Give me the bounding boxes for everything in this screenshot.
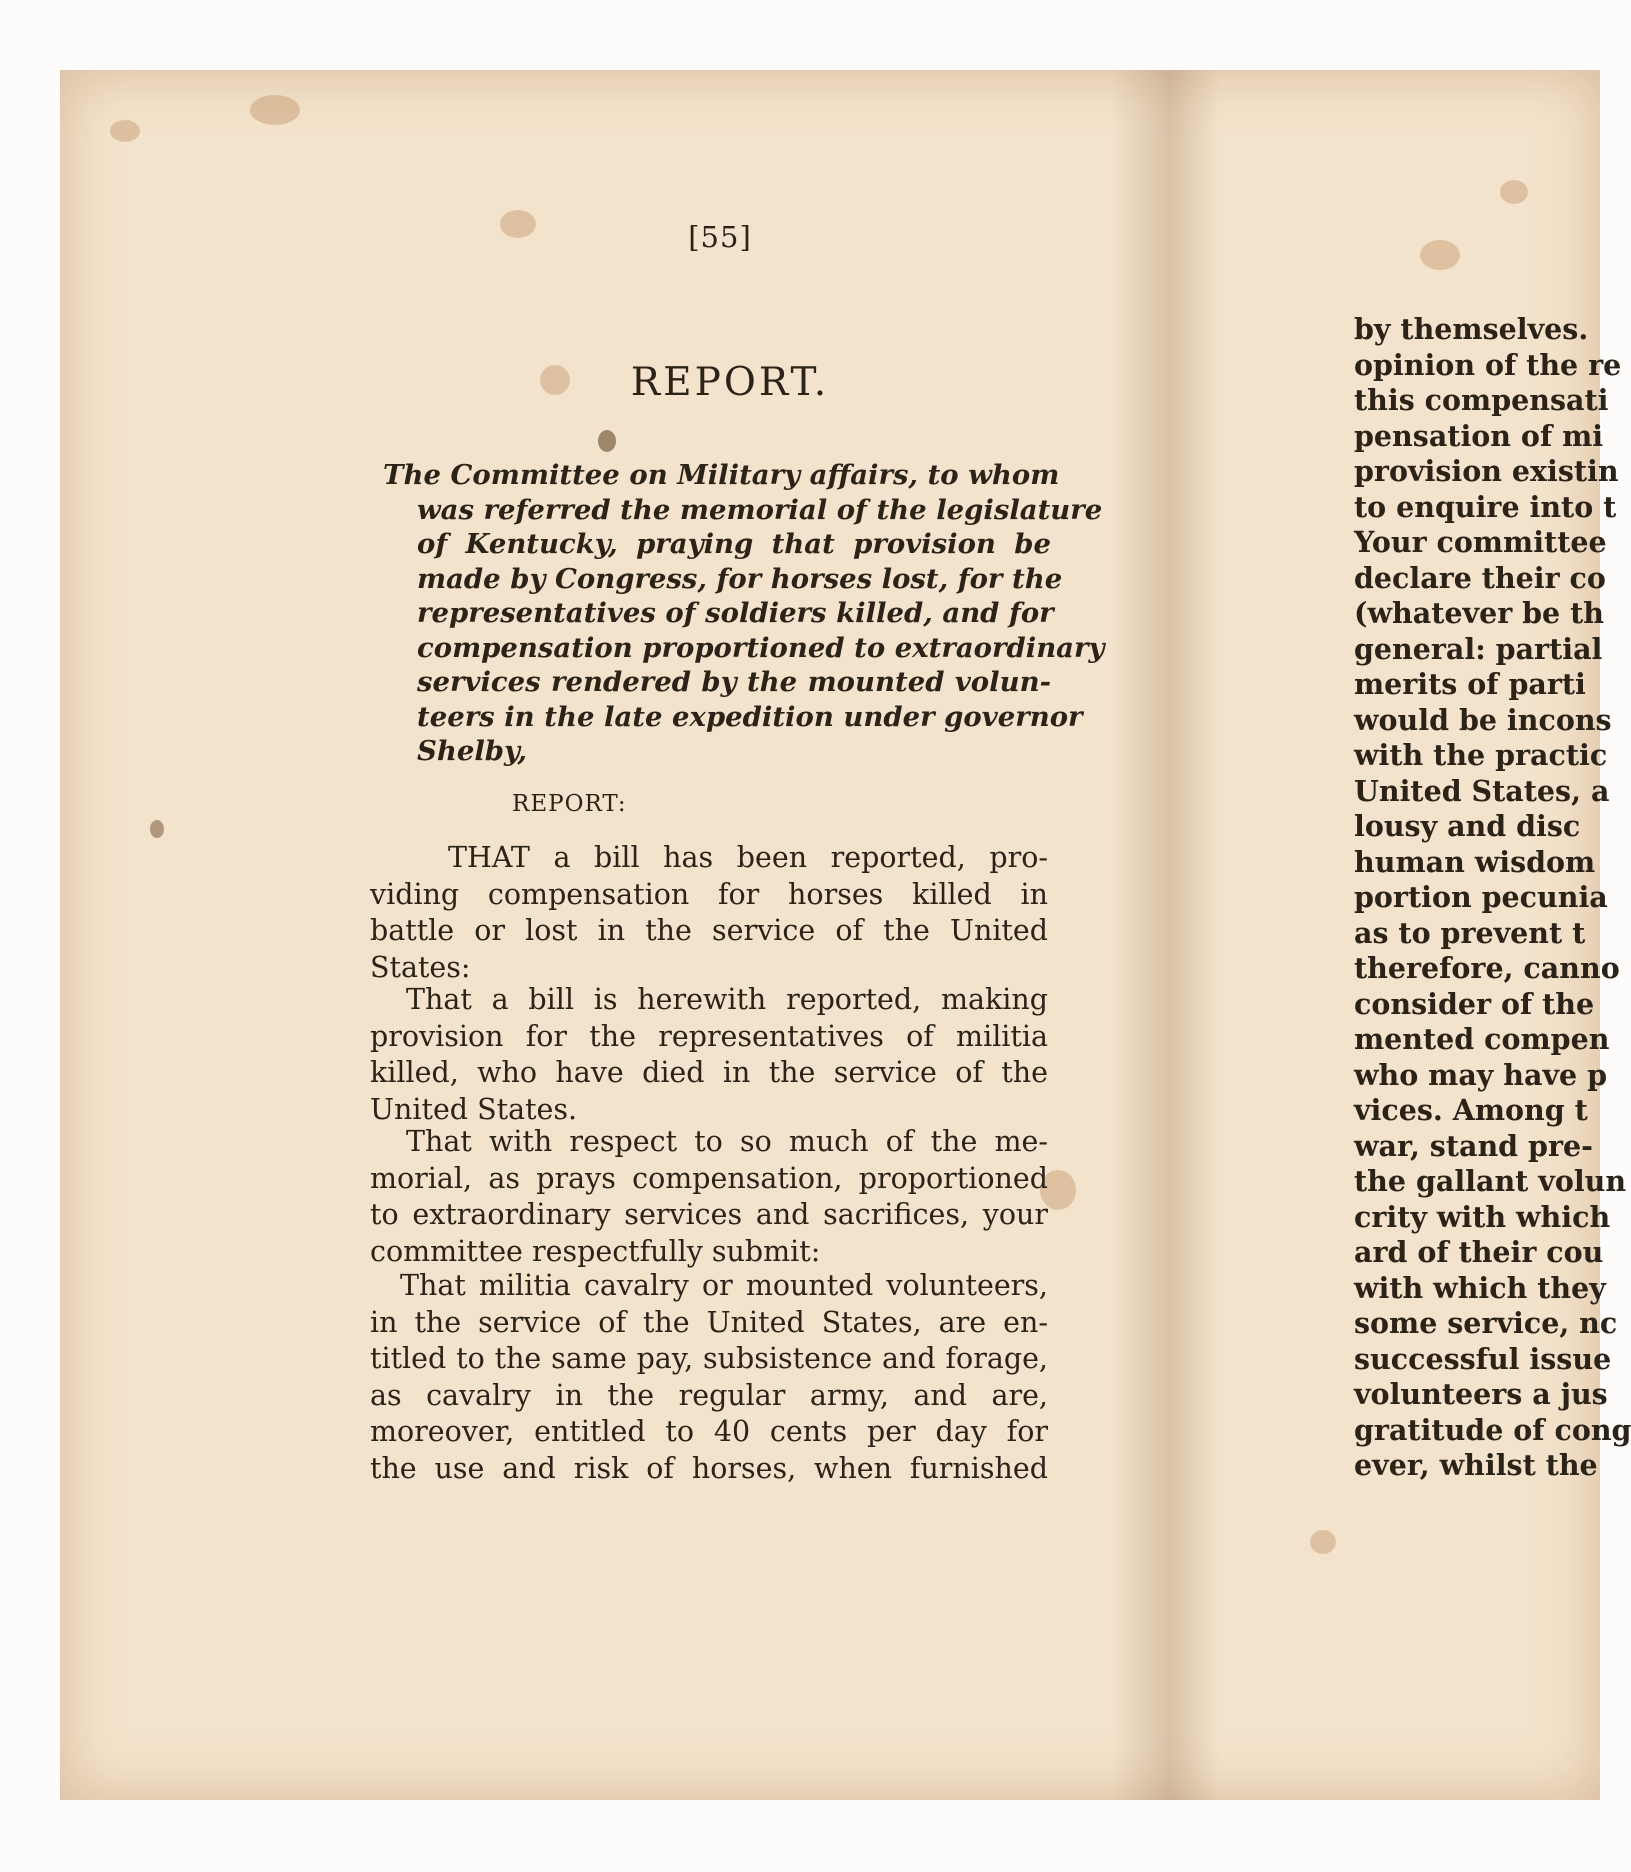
foxing-stain [110, 120, 140, 142]
body-line: moreover, entitled to 40 cents per day for [370, 1415, 1048, 1448]
right-line: who may have p [1354, 1057, 1608, 1092]
body-paragraph [370, 1124, 1048, 1270]
foxing-stain [1500, 180, 1528, 204]
right-line: portion pecunia [1354, 880, 1608, 914]
body-line: That militia cavalry or mounted volunteers, [400, 1269, 1048, 1302]
right-line: general: partial [1354, 631, 1603, 666]
right-line: this compensati [1354, 383, 1609, 417]
intro-line: teers in the late expedition under governor [417, 700, 1083, 733]
right-line: provision existin [1354, 454, 1619, 488]
body-line: provision for the representatives of militia [370, 1019, 1048, 1053]
body-line: the use and risk of horses, when furnished [370, 1451, 1048, 1485]
right-line: therefore, canno [1354, 951, 1620, 985]
right-line: United States, a [1354, 773, 1610, 808]
body-line: viding compensation for horses killed in [370, 877, 1048, 911]
right-line: consider of the [1354, 986, 1595, 1021]
right-line: as to prevent t [1354, 915, 1586, 950]
foxing-stain [1420, 240, 1460, 270]
body-line: THAT a bill has been reported, pro- [448, 841, 1048, 874]
book-gutter [1110, 70, 1220, 1800]
body-line: in the service of the United States, are en- [370, 1305, 1048, 1339]
body-paragraph [370, 982, 1048, 1128]
foxing-stain [150, 820, 164, 838]
right-line: human wisdom [1354, 844, 1596, 879]
body-line: battle or lost in the service of the United [370, 914, 1048, 947]
intro-line: Shelby, [417, 735, 527, 767]
body-paragraph [370, 840, 1048, 986]
right-line: would be incons [1354, 702, 1612, 737]
body-line: States: [370, 950, 471, 984]
body-line: morial, as prays compensation, proportioned [370, 1161, 1048, 1195]
right-line: to enquire into t [1354, 489, 1617, 524]
right-line: with the practic [1354, 738, 1608, 772]
right-line: pensation of mi [1354, 418, 1604, 453]
right-line: vices. Among t [1354, 1093, 1588, 1127]
intro-line: The Committee on Military affairs, to whom [383, 459, 1060, 491]
right-line: ard of their cou [1354, 1235, 1604, 1269]
right-line: the gallant volun [1354, 1164, 1627, 1198]
right-line: opinion of the re [1354, 347, 1622, 382]
intro-line: was referred the memorial of the legislature [417, 493, 1103, 526]
body-line: That with respect to so much of the me- [406, 1125, 1048, 1158]
right-line: mented compen [1354, 1022, 1610, 1056]
right-line: war, stand pre- [1354, 1128, 1593, 1163]
body-line: committee respectfully submit: [370, 1234, 821, 1268]
right-line: by themselves. [1354, 312, 1589, 346]
intro-paragraph [383, 458, 1105, 769]
right-line: gratitude of cong [1354, 1412, 1631, 1447]
report-subheading: REPORT: [512, 791, 627, 817]
right-line: with which they [1354, 1270, 1606, 1305]
body-line: as cavalry in the regular army, and are, [370, 1378, 1048, 1412]
intro-line: of Kentucky, praying that provision be [417, 528, 1051, 560]
foxing-stain [500, 210, 536, 238]
foxing-stain [598, 430, 616, 452]
foxing-stain [250, 95, 300, 125]
right-line: volunteers a jus [1354, 1377, 1608, 1411]
right-line: merits of parti [1354, 667, 1586, 701]
right-line: successful issue [1354, 1341, 1612, 1376]
body-line: titled to the same pay, subsistence and forage, [370, 1342, 1048, 1375]
report-title: REPORT. [630, 360, 830, 405]
body-line: United States. [370, 1092, 578, 1126]
right-line: some service, nc [1354, 1306, 1618, 1340]
right-line: declare their co [1354, 560, 1606, 595]
intro-line: compensation proportioned to extraordinary [417, 631, 1105, 664]
right-line: crity with which [1354, 1199, 1611, 1234]
right-line: lousy and disc [1354, 809, 1581, 843]
body-paragraph [370, 1268, 1048, 1487]
right-line: (whatever be th [1354, 596, 1605, 630]
right-line: Your committee [1354, 525, 1607, 559]
right-page-text [1354, 312, 1631, 1552]
body-line: That a bill is herewith reported, making [406, 983, 1048, 1016]
intro-line: representatives of soldiers killed, and for [417, 597, 1054, 629]
body-line: killed, who have died in the service of the [370, 1056, 1048, 1089]
right-line: ever, whilst the [1354, 1448, 1598, 1482]
intro-line: services rendered by the mounted volun- [417, 666, 1051, 698]
intro-line: made by Congress, for horses lost, for the [417, 562, 1063, 595]
page-number: [55] [688, 220, 752, 254]
foxing-stain [1310, 1530, 1336, 1554]
body-line: to extraordinary services and sacrifices, your [370, 1198, 1048, 1231]
